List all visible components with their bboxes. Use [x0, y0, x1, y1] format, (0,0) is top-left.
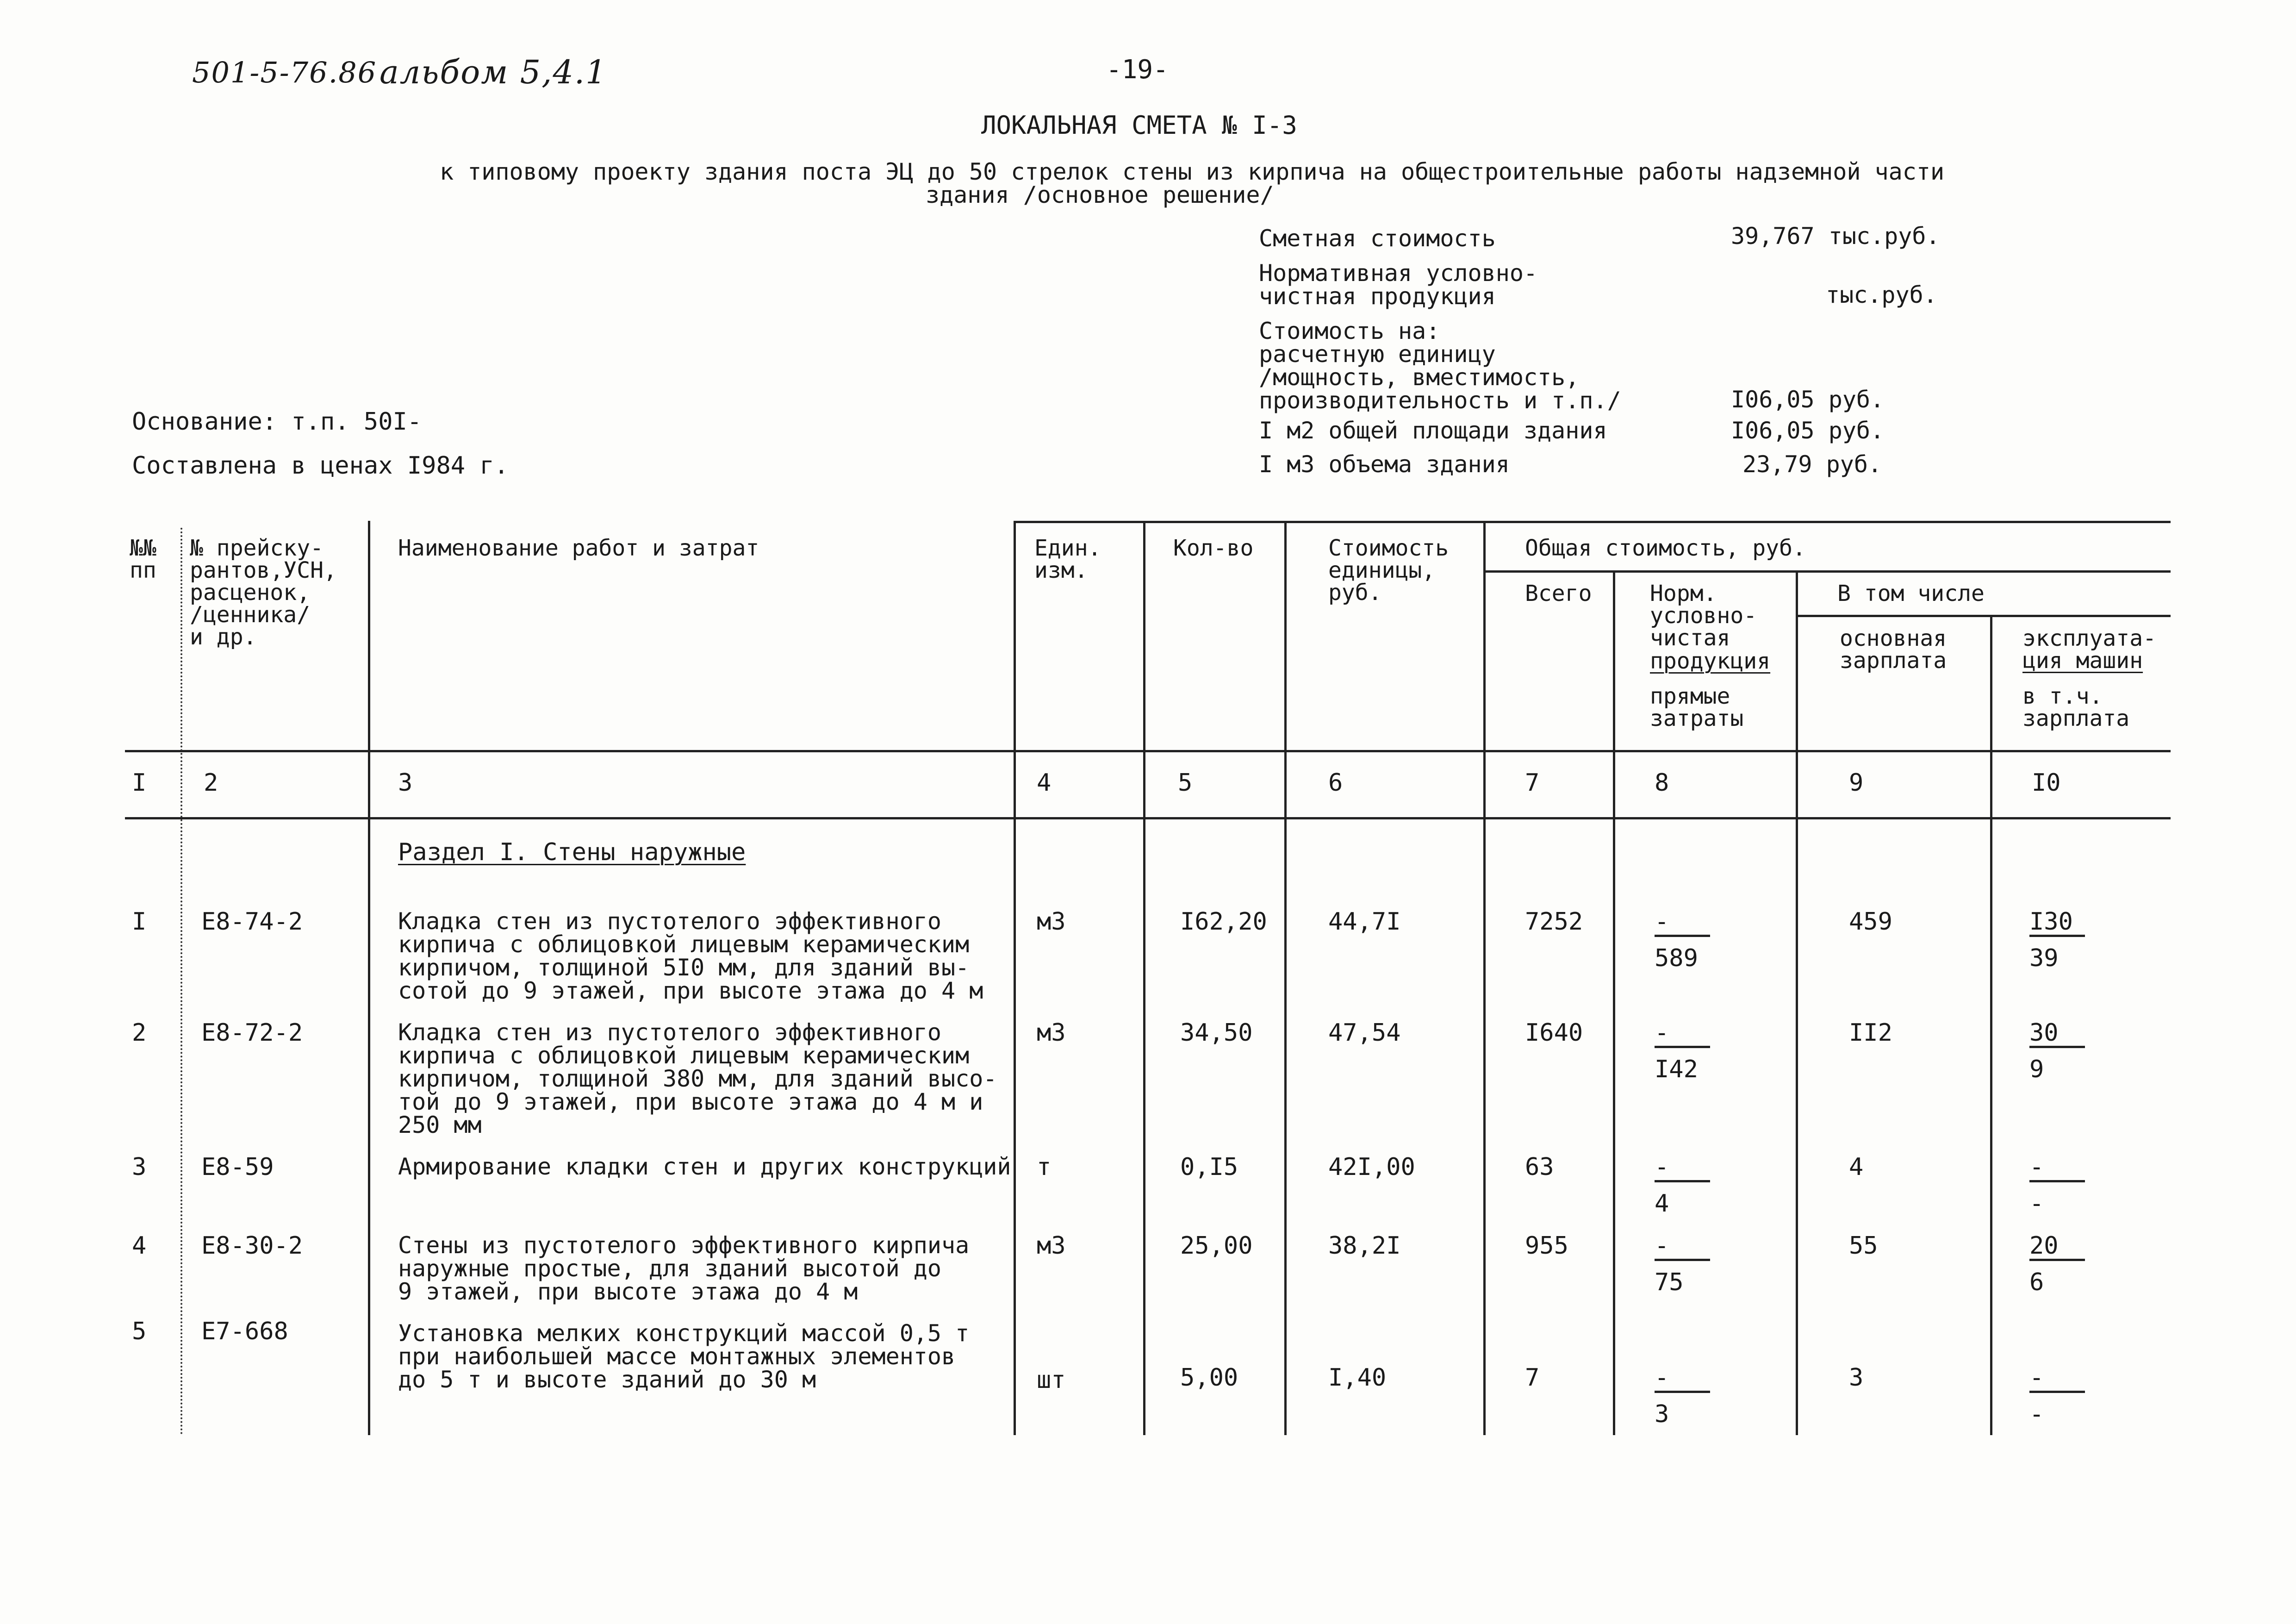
row-name: Армирование кладки стен и других конструкций: [398, 1153, 1011, 1180]
row-base-wage: 55: [1849, 1232, 1878, 1260]
row-machine-bottom: -: [2029, 1190, 2044, 1218]
header-machine-top: эксплуата-: [2022, 625, 2156, 651]
colnum-10: I0: [2032, 769, 2061, 797]
row-machine-top: I30: [2029, 910, 2085, 937]
row-machine-bottom: 39: [2029, 944, 2059, 972]
row-norm-bottom: 75: [1655, 1268, 1684, 1296]
col-sep-4: [1143, 521, 1145, 1435]
prices-text: Составлена в ценах I984 г.: [132, 452, 509, 480]
header-qty: Кол-во: [1173, 535, 1254, 561]
col-sep-2: [368, 521, 370, 1435]
estimated-cost-value: 39,767 тыс.руб.: [1731, 223, 1940, 250]
m2-cost-value: I06,05 руб.: [1731, 417, 1885, 444]
header-num: №№ пп: [130, 535, 156, 583]
row-name: Кладка стен из пустотелого эффективного кирпича с облицовкой лицевым керамическим кирпичом, толщиной 5I0 мм, для зданий вы- сотой до 9 этажей, при высоте этажа до 4 м: [398, 908, 983, 1004]
row-total: 7: [1525, 1364, 1540, 1392]
colnum-7: 7: [1525, 769, 1540, 797]
row-norm-bottom: 4: [1655, 1190, 1669, 1218]
row-norm-bottom: 589: [1655, 944, 1698, 972]
colnum-5: 5: [1178, 769, 1193, 797]
subtitle-line1: к типовому проекту здания поста ЭЦ до 50 стрелок стены из кирпича на общестроительные работы надземной части: [440, 158, 1945, 185]
row-num: 3: [132, 1153, 147, 1181]
row-unit-price: 42I,00: [1328, 1153, 1415, 1181]
row-num: I: [132, 908, 147, 936]
col-sep-3: [1014, 521, 1016, 1435]
row-norm-fraction: [1655, 910, 1710, 970]
colnum-1: I: [132, 769, 147, 797]
row-base-wage: 3: [1849, 1364, 1864, 1392]
row-qty: 25,00: [1180, 1232, 1253, 1260]
row-qty: I62,20: [1180, 908, 1267, 936]
table-colnum-bottom-line: [125, 817, 2171, 819]
row-unit-price: 47,54: [1328, 1019, 1401, 1047]
header-norm-underlined: продукция: [1650, 648, 1771, 674]
normative-value: тыс.руб.: [1826, 281, 1937, 308]
col-sep-6: [1483, 521, 1486, 1435]
colnum-4: 4: [1037, 769, 1052, 797]
colnum-3: 3: [398, 769, 413, 797]
row-unit-price: I,40: [1328, 1364, 1387, 1392]
incl-line: [1796, 615, 2171, 617]
row-unit-price: 44,7I: [1328, 908, 1401, 936]
colnum-8: 8: [1655, 769, 1669, 797]
row-norm-fraction: [1655, 1234, 1710, 1294]
row-code: Е8-30-2: [201, 1232, 303, 1260]
row-norm-bottom: 3: [1655, 1400, 1669, 1428]
subtitle-line2: здания /основное решение/: [926, 181, 1274, 208]
row-norm-fraction: [1655, 1155, 1710, 1216]
row-name: Кладка стен из пустотелого эффективного кирпича с облицовкой лицевым керамическим кирпичом, толщиной 380 мм, для зданий высо- той до 9 этажей, при высоте этажа до 4 м и 250 мм: [398, 1019, 997, 1138]
header-name: Наименование работ и затрат: [398, 535, 759, 561]
row-unit: шт: [1037, 1366, 1066, 1394]
row-total: I640: [1525, 1019, 1583, 1047]
row-norm-top: -: [1655, 1155, 1710, 1182]
cost-per-unit-value: I06,05 руб.: [1731, 386, 1885, 413]
row-norm-fraction: [1655, 1021, 1710, 1081]
header-total: Всего: [1525, 581, 1592, 606]
document-title: ЛОКАЛЬНАЯ СМЕТА № I-3: [981, 111, 1297, 140]
row-num: 2: [132, 1019, 147, 1047]
row-total: 955: [1525, 1232, 1568, 1260]
row-machine-bottom: -: [2029, 1400, 2044, 1428]
row-machine-top: 20: [2029, 1234, 2085, 1261]
handwritten-album: альбом 5,4.1: [380, 53, 607, 91]
row-base-wage: 459: [1849, 908, 1892, 936]
row-qty: 0,I5: [1180, 1153, 1238, 1181]
header-norm-top: Норм. условно- чистая: [1650, 581, 1757, 651]
header-machine-underlined: ция машин: [2022, 648, 2143, 674]
row-unit: м3: [1037, 1019, 1066, 1047]
row-machine-fraction: [2029, 1021, 2085, 1081]
total-cost-line: [1486, 570, 2171, 573]
estimated-cost-label: Сметная стоимость: [1259, 225, 1496, 252]
row-code: Е8-74-2: [201, 908, 303, 936]
col-sep-7: [1613, 570, 1615, 1435]
handwritten-project-code: 501-5-76.86: [192, 56, 377, 89]
row-norm-top: -: [1655, 1021, 1710, 1048]
col-sep-8: [1796, 570, 1798, 1435]
row-norm-bottom: I42: [1655, 1056, 1698, 1083]
table-top-line-right: [1014, 521, 2171, 523]
section-title: Раздел I. Стены наружные: [398, 838, 746, 866]
row-qty: 34,50: [1180, 1019, 1253, 1047]
colnum-9: 9: [1849, 769, 1864, 797]
col-sep-9: [1990, 615, 1992, 1435]
col-sep-1: [180, 528, 182, 1435]
table-header-bottom-line: [125, 750, 2171, 752]
header-unit: Един. изм.: [1034, 535, 1101, 583]
header-code: № прейску- рантов,УСН, расценок, /ценника/ и др.: [190, 535, 337, 650]
row-base-wage: II2: [1849, 1019, 1892, 1047]
m3-cost-value: 23,79 руб.: [1742, 451, 1882, 478]
row-norm-fraction: [1655, 1366, 1710, 1426]
page-number: -19-: [1106, 55, 1169, 85]
row-qty: 5,00: [1180, 1364, 1238, 1392]
cost-per-unit-label: Стоимость на: расчетную единицу /мощность, вместимость, производительность и т.п./: [1259, 318, 1621, 414]
row-machine-fraction: [2029, 1366, 2085, 1426]
row-unit: т: [1037, 1153, 1052, 1181]
row-machine-fraction: [2029, 1234, 2085, 1294]
row-machine-bottom: 9: [2029, 1056, 2044, 1083]
row-machine-top: 30: [2029, 1021, 2085, 1048]
row-machine-top: -: [2029, 1155, 2085, 1182]
colnum-2: 2: [204, 769, 218, 797]
normative-label: Нормативная условно- чистная продукция: [1259, 260, 1538, 310]
m2-cost-label: I м2 общей площади здания: [1259, 417, 1607, 444]
row-total: 63: [1525, 1153, 1554, 1181]
row-norm-top: -: [1655, 1234, 1710, 1261]
row-code: Е8-72-2: [201, 1019, 303, 1047]
header-norm-bottom: прямые затраты: [1650, 683, 1744, 731]
header-including: В том числе: [1837, 581, 1985, 606]
row-unit-price: 38,2I: [1328, 1232, 1401, 1260]
row-code: Е7-668: [201, 1318, 288, 1345]
row-num: 4: [132, 1232, 147, 1260]
row-unit: м3: [1037, 1232, 1066, 1260]
row-code: Е8-59: [201, 1153, 274, 1181]
basis-text: Основание: т.п. 50I-: [132, 408, 422, 436]
row-total: 7252: [1525, 908, 1583, 936]
row-unit: м3: [1037, 908, 1066, 936]
m3-cost-label: I м3 объема здания: [1259, 451, 1510, 478]
row-base-wage: 4: [1849, 1153, 1864, 1181]
row-name: Стены из пустотелого эффективного кирпича наружные простые, для зданий высотой до 9 этажей, при высоте этажа до 4 м: [398, 1232, 970, 1305]
row-machine-fraction: [2029, 1155, 2085, 1216]
row-norm-top: -: [1655, 910, 1710, 937]
col-sep-5: [1284, 521, 1287, 1435]
row-norm-top: -: [1655, 1366, 1710, 1393]
colnum-6: 6: [1328, 769, 1343, 797]
header-unit-price: Стоимость единицы, руб.: [1328, 535, 1449, 606]
header-machine-bottom: в т.ч. зарплата: [2022, 683, 2130, 731]
row-machine-bottom: 6: [2029, 1268, 2044, 1296]
row-num: 5: [132, 1318, 147, 1345]
row-name: Установка мелких конструкций массой 0,5 т при наибольшей массе монтажных элементов до 5 т и высоте зданий до 30 м: [398, 1320, 970, 1393]
row-machine-fraction: [2029, 910, 2085, 970]
row-machine-top: -: [2029, 1366, 2085, 1393]
header-total-cost: Общая стоимость, руб.: [1525, 535, 1806, 561]
header-base-wage: основная зарплата: [1840, 625, 1947, 674]
